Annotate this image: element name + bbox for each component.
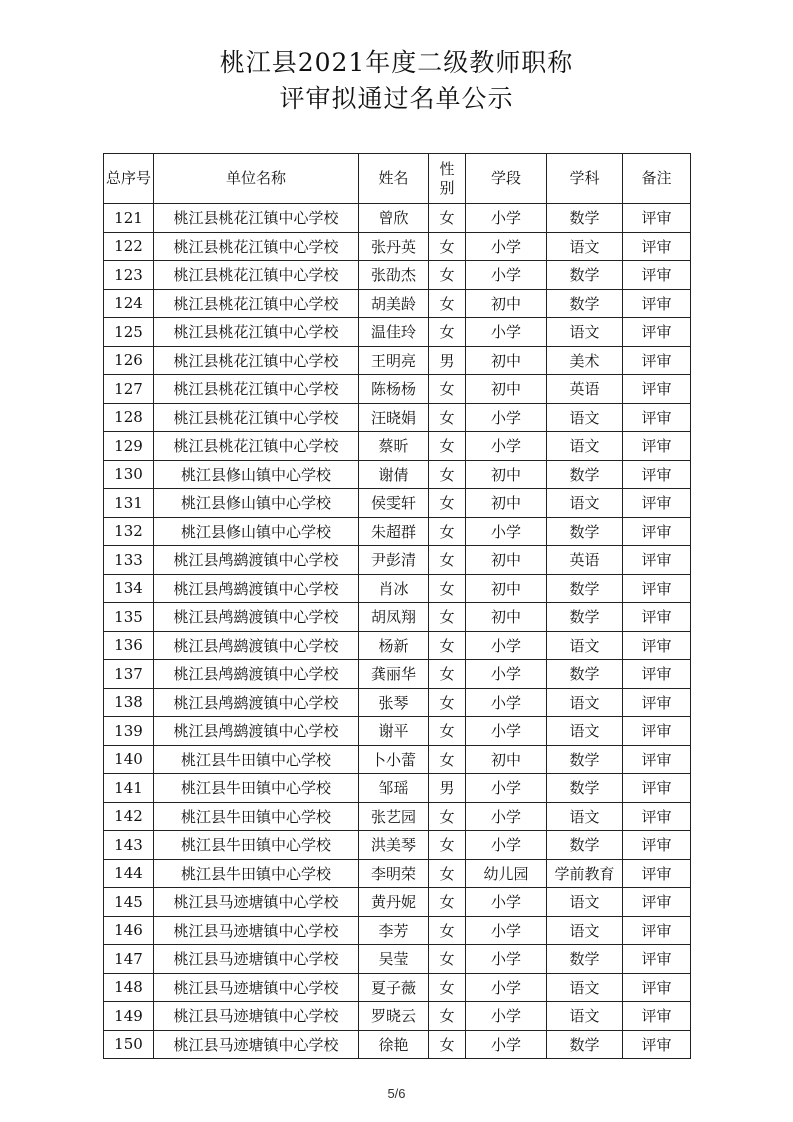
cell-remark: 评审 — [623, 204, 691, 233]
cell-serial: 142 — [104, 802, 154, 831]
cell-name: 李明荣 — [359, 859, 429, 888]
cell-gender: 女 — [429, 888, 466, 917]
cell-subject: 语文 — [547, 232, 623, 261]
cell-remark: 评审 — [623, 432, 691, 461]
table-row — [104, 261, 691, 290]
cell-unit: 桃江县修山镇中心学校 — [154, 489, 359, 518]
cell-name: 邹瑶 — [359, 774, 429, 803]
teacher-list-table — [103, 153, 691, 1059]
table-row — [104, 660, 691, 689]
cell-name: 谢倩 — [359, 460, 429, 489]
cell-gender: 女 — [429, 1030, 466, 1059]
table-row — [104, 859, 691, 888]
cell-subject: 数学 — [547, 603, 623, 632]
cell-remark: 评审 — [623, 403, 691, 432]
cell-name: 张艺园 — [359, 802, 429, 831]
cell-subject: 数学 — [547, 289, 623, 318]
table-row — [104, 631, 691, 660]
cell-school-level: 初中 — [466, 460, 547, 489]
cell-serial: 139 — [104, 717, 154, 746]
cell-unit: 桃江县牛田镇中心学校 — [154, 859, 359, 888]
cell-school-level: 初中 — [466, 346, 547, 375]
cell-remark: 评审 — [623, 1002, 691, 1031]
table-row — [104, 831, 691, 860]
cell-serial: 131 — [104, 489, 154, 518]
cell-unit: 桃江县马迹塘镇中心学校 — [154, 945, 359, 974]
cell-school-level: 小学 — [466, 973, 547, 1002]
cell-remark: 评审 — [623, 289, 691, 318]
cell-remark: 评审 — [623, 318, 691, 347]
cell-school-level: 初中 — [466, 375, 547, 404]
header-name: 姓名 — [359, 154, 429, 204]
cell-serial: 147 — [104, 945, 154, 974]
cell-gender: 女 — [429, 945, 466, 974]
document-title-line2: 评审拟通过名单公示 — [279, 84, 514, 113]
cell-subject: 数学 — [547, 660, 623, 689]
table-row — [104, 603, 691, 632]
table-row — [104, 432, 691, 461]
cell-school-level: 初中 — [466, 603, 547, 632]
cell-subject: 语文 — [547, 888, 623, 917]
cell-school-level: 小学 — [466, 802, 547, 831]
table-body — [104, 204, 691, 1059]
cell-serial: 122 — [104, 232, 154, 261]
cell-remark: 评审 — [623, 973, 691, 1002]
cell-name: 李芳 — [359, 916, 429, 945]
cell-serial: 133 — [104, 546, 154, 575]
cell-name: 罗晓云 — [359, 1002, 429, 1031]
cell-unit: 桃江县鸬鹚渡镇中心学校 — [154, 631, 359, 660]
cell-school-level: 小学 — [466, 1030, 547, 1059]
cell-school-level: 小学 — [466, 945, 547, 974]
cell-name: 张劭杰 — [359, 261, 429, 290]
table-row — [104, 717, 691, 746]
table-row — [104, 546, 691, 575]
cell-gender: 女 — [429, 261, 466, 290]
cell-serial: 141 — [104, 774, 154, 803]
cell-remark: 评审 — [623, 489, 691, 518]
cell-gender: 女 — [429, 688, 466, 717]
cell-name: 卜小蕾 — [359, 745, 429, 774]
cell-serial: 149 — [104, 1002, 154, 1031]
cell-subject: 语文 — [547, 916, 623, 945]
cell-subject: 数学 — [547, 204, 623, 233]
table-row — [104, 1002, 691, 1031]
cell-subject: 数学 — [547, 774, 623, 803]
cell-unit: 桃江县牛田镇中心学校 — [154, 831, 359, 860]
cell-unit: 桃江县鸬鹚渡镇中心学校 — [154, 688, 359, 717]
cell-school-level: 初中 — [466, 289, 547, 318]
table-row — [104, 403, 691, 432]
cell-subject: 语文 — [547, 688, 623, 717]
cell-school-level: 初中 — [466, 574, 547, 603]
cell-school-level: 小学 — [466, 660, 547, 689]
cell-gender: 女 — [429, 574, 466, 603]
cell-school-level: 小学 — [466, 888, 547, 917]
cell-school-level: 幼儿园 — [466, 859, 547, 888]
cell-unit: 桃江县桃花江镇中心学校 — [154, 346, 359, 375]
cell-gender: 女 — [429, 204, 466, 233]
cell-gender: 女 — [429, 517, 466, 546]
cell-unit: 桃江县马迹塘镇中心学校 — [154, 973, 359, 1002]
cell-subject: 语文 — [547, 631, 623, 660]
cell-name: 夏子薇 — [359, 973, 429, 1002]
cell-name: 黄丹妮 — [359, 888, 429, 917]
cell-remark: 评审 — [623, 916, 691, 945]
cell-remark: 评审 — [623, 631, 691, 660]
cell-subject: 英语 — [547, 546, 623, 575]
header-subject: 学科 — [547, 154, 623, 204]
cell-subject: 数学 — [547, 1030, 623, 1059]
cell-name: 朱超群 — [359, 517, 429, 546]
cell-serial: 123 — [104, 261, 154, 290]
cell-remark: 评审 — [623, 603, 691, 632]
table-row — [104, 517, 691, 546]
cell-name: 谢平 — [359, 717, 429, 746]
cell-school-level: 小学 — [466, 204, 547, 233]
cell-subject: 数学 — [547, 460, 623, 489]
cell-gender: 女 — [429, 232, 466, 261]
cell-unit: 桃江县马迹塘镇中心学校 — [154, 1002, 359, 1031]
table-row — [104, 574, 691, 603]
cell-unit: 桃江县桃花江镇中心学校 — [154, 232, 359, 261]
header-gender — [429, 154, 466, 204]
cell-school-level: 初中 — [466, 745, 547, 774]
cell-subject: 数学 — [547, 574, 623, 603]
table-row — [104, 945, 691, 974]
cell-name: 曾欣 — [359, 204, 429, 233]
page-number: 5/6 — [387, 1086, 406, 1101]
cell-gender: 女 — [429, 403, 466, 432]
cell-name: 徐艳 — [359, 1030, 429, 1059]
cell-serial: 136 — [104, 631, 154, 660]
cell-school-level: 小学 — [466, 432, 547, 461]
cell-unit: 桃江县牛田镇中心学校 — [154, 745, 359, 774]
table-row — [104, 1030, 691, 1059]
cell-subject: 语文 — [547, 1002, 623, 1031]
document-title-line1: 桃江县2021年度二级教师职称 — [219, 48, 574, 77]
cell-remark: 评审 — [623, 546, 691, 575]
cell-remark: 评审 — [623, 460, 691, 489]
cell-gender: 女 — [429, 831, 466, 860]
table-row — [104, 802, 691, 831]
header-serial: 总序号 — [104, 154, 154, 204]
cell-name: 洪美琴 — [359, 831, 429, 860]
table-row — [104, 973, 691, 1002]
cell-remark: 评审 — [623, 1030, 691, 1059]
cell-school-level: 小学 — [466, 232, 547, 261]
cell-name: 吴莹 — [359, 945, 429, 974]
cell-name: 陈杨杨 — [359, 375, 429, 404]
table-row — [104, 346, 691, 375]
header-gender-label: 性别 — [439, 159, 455, 197]
cell-school-level: 小学 — [466, 717, 547, 746]
table-header-row — [104, 154, 691, 204]
table-row — [104, 916, 691, 945]
cell-serial: 130 — [104, 460, 154, 489]
cell-name: 张琴 — [359, 688, 429, 717]
cell-remark: 评审 — [623, 745, 691, 774]
cell-serial: 137 — [104, 660, 154, 689]
cell-serial: 150 — [104, 1030, 154, 1059]
cell-serial: 138 — [104, 688, 154, 717]
cell-school-level: 小学 — [466, 403, 547, 432]
cell-gender: 女 — [429, 660, 466, 689]
cell-remark: 评审 — [623, 774, 691, 803]
cell-gender: 女 — [429, 546, 466, 575]
table-row — [104, 232, 691, 261]
cell-serial: 121 — [104, 204, 154, 233]
cell-unit: 桃江县鸬鹚渡镇中心学校 — [154, 660, 359, 689]
cell-serial: 132 — [104, 517, 154, 546]
cell-name: 龚丽华 — [359, 660, 429, 689]
cell-subject: 数学 — [547, 261, 623, 290]
cell-name: 蔡昕 — [359, 432, 429, 461]
table-row — [104, 289, 691, 318]
cell-unit: 桃江县修山镇中心学校 — [154, 517, 359, 546]
cell-gender: 女 — [429, 375, 466, 404]
cell-serial: 144 — [104, 859, 154, 888]
cell-unit: 桃江县鸬鹚渡镇中心学校 — [154, 717, 359, 746]
cell-gender: 女 — [429, 745, 466, 774]
cell-school-level: 小学 — [466, 1002, 547, 1031]
cell-serial: 129 — [104, 432, 154, 461]
cell-gender: 女 — [429, 318, 466, 347]
cell-remark: 评审 — [623, 517, 691, 546]
cell-subject: 语文 — [547, 403, 623, 432]
cell-serial: 125 — [104, 318, 154, 347]
cell-subject: 数学 — [547, 831, 623, 860]
cell-subject: 语文 — [547, 432, 623, 461]
cell-remark: 评审 — [623, 717, 691, 746]
table-row — [104, 888, 691, 917]
cell-unit: 桃江县桃花江镇中心学校 — [154, 318, 359, 347]
cell-remark: 评审 — [623, 831, 691, 860]
cell-gender: 女 — [429, 973, 466, 1002]
cell-subject: 数学 — [547, 945, 623, 974]
cell-school-level: 初中 — [466, 546, 547, 575]
cell-gender: 女 — [429, 432, 466, 461]
cell-gender: 女 — [429, 603, 466, 632]
cell-unit: 桃江县牛田镇中心学校 — [154, 802, 359, 831]
cell-subject: 英语 — [547, 375, 623, 404]
table-row — [104, 489, 691, 518]
cell-unit: 桃江县鸬鹚渡镇中心学校 — [154, 603, 359, 632]
table-row — [104, 318, 691, 347]
cell-gender: 女 — [429, 631, 466, 660]
cell-subject: 数学 — [547, 517, 623, 546]
table-row — [104, 375, 691, 404]
table-row — [104, 460, 691, 489]
table-row — [104, 688, 691, 717]
cell-subject: 语文 — [547, 717, 623, 746]
cell-gender: 女 — [429, 859, 466, 888]
cell-serial: 145 — [104, 888, 154, 917]
cell-remark: 评审 — [623, 232, 691, 261]
cell-gender: 男 — [429, 346, 466, 375]
cell-subject: 语文 — [547, 489, 623, 518]
cell-subject: 语文 — [547, 973, 623, 1002]
cell-unit: 桃江县桃花江镇中心学校 — [154, 261, 359, 290]
cell-unit: 桃江县牛田镇中心学校 — [154, 774, 359, 803]
cell-remark: 评审 — [623, 802, 691, 831]
cell-school-level: 小学 — [466, 517, 547, 546]
cell-name: 汪晓娟 — [359, 403, 429, 432]
cell-serial: 128 — [104, 403, 154, 432]
cell-unit: 桃江县桃花江镇中心学校 — [154, 204, 359, 233]
cell-serial: 127 — [104, 375, 154, 404]
cell-gender: 女 — [429, 916, 466, 945]
cell-unit: 桃江县桃花江镇中心学校 — [154, 403, 359, 432]
cell-serial: 126 — [104, 346, 154, 375]
table-row — [104, 745, 691, 774]
cell-serial: 134 — [104, 574, 154, 603]
cell-remark: 评审 — [623, 660, 691, 689]
cell-school-level: 小学 — [466, 318, 547, 347]
cell-unit: 桃江县马迹塘镇中心学校 — [154, 888, 359, 917]
cell-serial: 135 — [104, 603, 154, 632]
cell-gender: 女 — [429, 717, 466, 746]
cell-name: 胡美龄 — [359, 289, 429, 318]
cell-school-level: 初中 — [466, 489, 547, 518]
cell-remark: 评审 — [623, 261, 691, 290]
cell-name: 肖冰 — [359, 574, 429, 603]
cell-school-level: 小学 — [466, 831, 547, 860]
table-row — [104, 204, 691, 233]
cell-unit: 桃江县桃花江镇中心学校 — [154, 289, 359, 318]
cell-school-level: 小学 — [466, 631, 547, 660]
cell-name: 侯雯轩 — [359, 489, 429, 518]
cell-school-level: 小学 — [466, 261, 547, 290]
cell-name: 尹彭清 — [359, 546, 429, 575]
header-unit: 单位名称 — [154, 154, 359, 204]
cell-school-level: 小学 — [466, 916, 547, 945]
header-remark: 备注 — [623, 154, 691, 204]
cell-remark: 评审 — [623, 945, 691, 974]
cell-serial: 143 — [104, 831, 154, 860]
cell-unit: 桃江县马迹塘镇中心学校 — [154, 1030, 359, 1059]
cell-gender: 男 — [429, 774, 466, 803]
cell-unit: 桃江县鸬鹚渡镇中心学校 — [154, 574, 359, 603]
cell-gender: 女 — [429, 460, 466, 489]
cell-subject: 数学 — [547, 745, 623, 774]
cell-serial: 124 — [104, 289, 154, 318]
cell-school-level: 小学 — [466, 774, 547, 803]
cell-remark: 评审 — [623, 346, 691, 375]
cell-gender: 女 — [429, 802, 466, 831]
header-school-level: 学段 — [466, 154, 547, 204]
cell-gender: 女 — [429, 289, 466, 318]
cell-subject: 语文 — [547, 802, 623, 831]
cell-unit: 桃江县鸬鹚渡镇中心学校 — [154, 546, 359, 575]
cell-subject: 学前教育 — [547, 859, 623, 888]
cell-remark: 评审 — [623, 375, 691, 404]
cell-unit: 桃江县桃花江镇中心学校 — [154, 432, 359, 461]
cell-remark: 评审 — [623, 859, 691, 888]
cell-gender: 女 — [429, 489, 466, 518]
cell-remark: 评审 — [623, 574, 691, 603]
table-row — [104, 774, 691, 803]
cell-unit: 桃江县修山镇中心学校 — [154, 460, 359, 489]
cell-serial: 148 — [104, 973, 154, 1002]
cell-name: 杨新 — [359, 631, 429, 660]
cell-subject: 语文 — [547, 318, 623, 347]
cell-serial: 140 — [104, 745, 154, 774]
cell-name: 胡凤翔 — [359, 603, 429, 632]
cell-name: 王明亮 — [359, 346, 429, 375]
cell-unit: 桃江县马迹塘镇中心学校 — [154, 916, 359, 945]
cell-gender: 女 — [429, 1002, 466, 1031]
cell-remark: 评审 — [623, 688, 691, 717]
cell-remark: 评审 — [623, 888, 691, 917]
cell-subject: 美术 — [547, 346, 623, 375]
cell-name: 温佳玲 — [359, 318, 429, 347]
cell-unit: 桃江县桃花江镇中心学校 — [154, 375, 359, 404]
cell-serial: 146 — [104, 916, 154, 945]
cell-name: 张丹英 — [359, 232, 429, 261]
cell-school-level: 小学 — [466, 688, 547, 717]
